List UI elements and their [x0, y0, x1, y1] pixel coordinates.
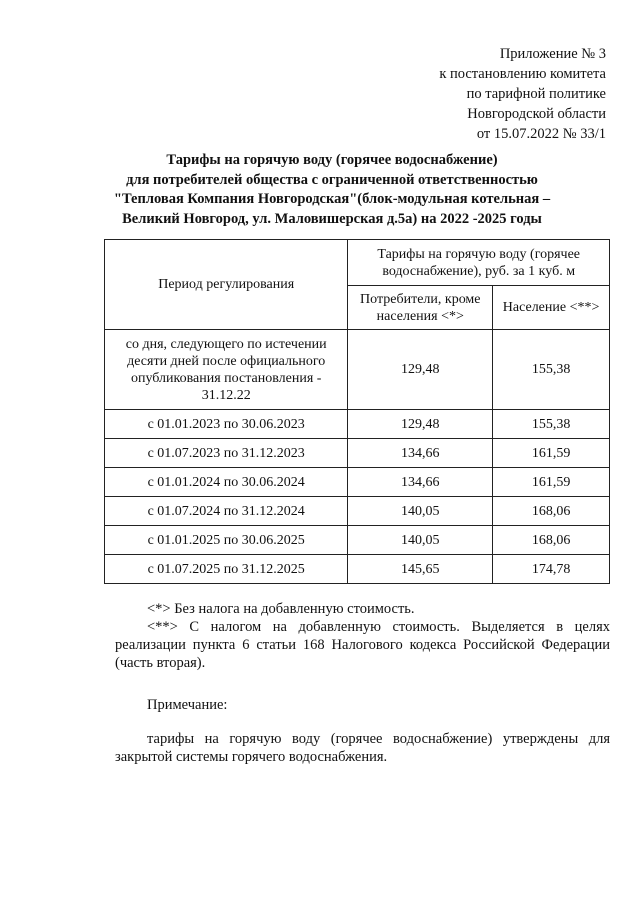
period-cell: с 01.01.2024 по 30.06.2024 [105, 468, 348, 497]
consumers-value: 140,05 [348, 497, 493, 526]
period-cell: с 01.07.2023 по 31.12.2023 [105, 439, 348, 468]
title-line: Великий Новгород, ул. Маловишерская д.5а) на 2022 -2025 годы [122, 210, 542, 227]
consumers-value: 134,66 [348, 468, 493, 497]
appendix-line: от 15.07.2022 № 33/1 [476, 126, 606, 142]
appendix-line: к постановлению комитета [439, 66, 606, 82]
consumers-value: 134,66 [348, 439, 493, 468]
population-value: 161,59 [493, 439, 610, 468]
period-cell: со дня, следующего по истечении десяти дней после официального опубликования постановления - 31.12.22 [105, 330, 348, 410]
period-cell: с 01.07.2024 по 31.12.2024 [105, 497, 348, 526]
note-without-vat: <*> Без налога на добавленную стоимость. [147, 601, 415, 617]
table-row [105, 439, 610, 468]
document-title [60, 151, 604, 229]
header-population: Население <**> [493, 286, 610, 330]
remark-text: тарифы на горячую воду (горячее водоснабжение) утверждены для закрытой системы горячего водоснабжения. [115, 731, 610, 765]
appendix-line: по тарифной политике [466, 86, 606, 102]
consumers-value: 129,48 [348, 410, 493, 439]
tariff-table [104, 239, 610, 584]
population-value: 168,06 [493, 497, 610, 526]
table-row [105, 468, 610, 497]
population-value: 155,38 [493, 410, 610, 439]
title-line: для потребителей общества с ограниченной ответственностью [126, 171, 538, 188]
appendix-line: Новгородской области [467, 106, 606, 122]
notes-block [115, 600, 610, 766]
table-row [105, 497, 610, 526]
header-tariff: Тарифы на горячую воду (горячее водоснабжение), руб. за 1 куб. м [348, 240, 610, 286]
population-value: 155,38 [493, 330, 610, 410]
table-row [105, 330, 610, 410]
table-row [105, 526, 610, 555]
period-cell: с 01.01.2025 по 30.06.2025 [105, 526, 348, 555]
consumers-value: 145,65 [348, 555, 493, 584]
consumers-value: 140,05 [348, 526, 493, 555]
title-line: "Тепловая Компания Новгородская"(блок-модульная котельная – [113, 191, 551, 207]
period-cell: с 01.01.2023 по 30.06.2023 [105, 410, 348, 439]
population-value: 161,59 [493, 468, 610, 497]
title-line: Тарифы на горячую воду (горячее водоснабжение) [166, 152, 498, 168]
note-with-vat: <**> С налогом на добавленную стоимость. Выделяется в целях реализации пункта 6 статьи 168 Налогового кодекса Российской Федерации (часть вторая). [115, 619, 610, 671]
table-row [105, 555, 610, 584]
consumers-value: 129,48 [348, 330, 493, 410]
table-row [105, 410, 610, 439]
appendix-line: Приложение № 3 [499, 46, 606, 62]
population-value: 168,06 [493, 526, 610, 555]
population-value: 174,78 [493, 555, 610, 584]
period-cell: с 01.07.2025 по 31.12.2025 [105, 555, 348, 584]
remark-label: Примечание: [147, 697, 228, 713]
header-consumers: Потребители, кроме населения <*> [348, 286, 493, 330]
header-period: Период регулирования [105, 240, 348, 330]
appendix-block [439, 44, 606, 144]
